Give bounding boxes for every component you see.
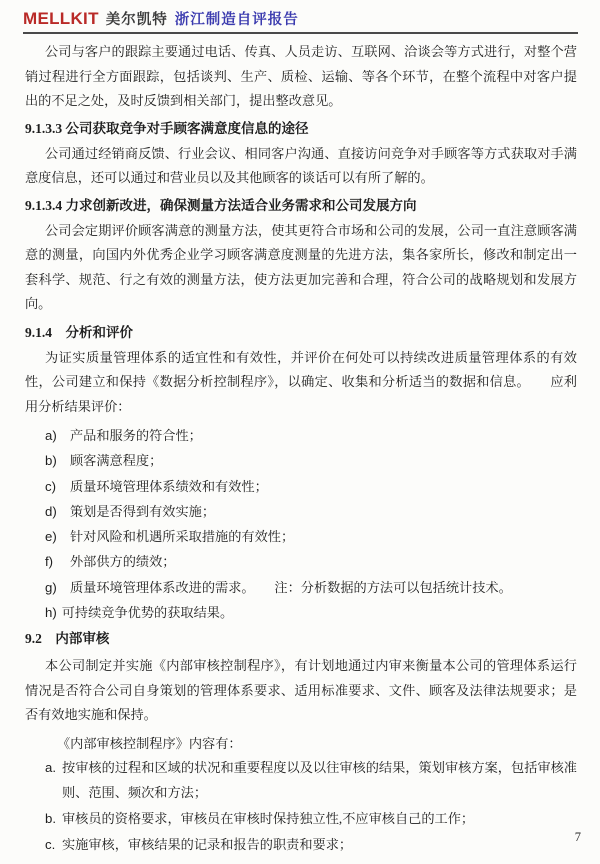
list-item-text: 实施审核，审核结果的记录和报告的职责和要求；	[62, 836, 353, 852]
heading-9-2: 9.2 内部审核	[25, 631, 110, 647]
list-item	[25, 575, 577, 600]
list-item-marker: c)	[45, 478, 56, 494]
heading-9-1-4: 9.1.4 分析和评价	[25, 324, 133, 340]
page-header	[23, 0, 578, 34]
list-item-text: 策划是否得到有效实施；	[70, 503, 216, 519]
heading-9-1-3-4: 9.1.3.4 力求创新改进，确保测量方法适合业务需求和公司发展方向	[25, 197, 417, 213]
paragraph-audit-program-intro: 《内部审核控制程序》内容有：	[57, 735, 242, 751]
list-item	[25, 600, 577, 625]
brand-name-chinese: 美尔凯特	[105, 12, 168, 28]
list-item-text: 质量环境管理体系改进的需求。 注：分析数据的方法可以包括统计技术。	[70, 579, 512, 595]
list-item	[25, 833, 577, 858]
list-item-marker: g)	[45, 579, 57, 595]
list-item-marker: d)	[45, 503, 57, 519]
paragraph-measurement-improvement: 公司会定期评价顾客满意的测量方法，使其更符合市场和公司的发展，公司一直注意顾客满意的测量，向国内外优秀企业学习顾客满意度测量的先进方法，集各家所长，修改和制定出一套科学、规范、行之有效的测量方法，使方法更加完善和合理，符合公司的战略规划和发展方向。	[25, 222, 577, 311]
list-item-text: 外部供方的绩效；	[70, 554, 176, 570]
list-item	[25, 549, 577, 574]
list-item-marker: b.	[45, 810, 56, 826]
report-title: 浙江制造自评报告	[174, 12, 299, 28]
list-item-marker: b)	[45, 453, 57, 469]
audit-program-list	[25, 756, 577, 857]
brand-logo-text: MELLKIT	[23, 9, 99, 28]
paragraph-customer-tracking: 公司与客户的跟踪主要通过电话、传真、人员走访、互联网、洽谈会等方式进行，对整个营销过程进行全方面跟踪，包括谈判、生产、质检、运输、等各个环节，在整个流程中对客户提出的不足之处，及时反馈到相关部门，提出整改意见。	[25, 44, 577, 108]
list-item	[25, 448, 577, 473]
list-item	[25, 524, 577, 549]
list-item-text: 按审核的过程和区域的状况和重要程度以及以往审核的结果，策划审核方案，包括审核准则、范围、频次和方法；	[62, 760, 577, 800]
page-number: 7	[574, 830, 581, 844]
document-body	[25, 40, 577, 857]
list-item	[25, 807, 577, 832]
list-item-marker: e)	[45, 529, 57, 545]
list-item-text: 质量环境管理体系绩效和有效性；	[70, 478, 268, 494]
list-item	[25, 499, 577, 524]
list-item	[25, 474, 577, 499]
list-item-text: 顾客满意程度；	[70, 453, 163, 469]
paragraph-internal-audit: 本公司制定并实施《内部审核控制程序》，有计划地通过内审来衡量本公司的管理体系运行情况是否符合公司自身策划的管理体系要求、适用标准要求、文件、顾客及法律法规要求；是否有效地实施和保持。	[25, 658, 577, 723]
list-item	[25, 756, 577, 805]
list-item	[25, 423, 577, 448]
list-item-text: 可持续竞争优势的获取结果。	[61, 605, 234, 621]
heading-9-1-3-3: 9.1.3.3 公司获取竞争对手顾客满意度信息的途径	[25, 120, 309, 136]
list-item-text: 审核员的资格要求，审核员在审核时保持独立性,不应审核自己的工作；	[62, 810, 475, 826]
list-item-marker: c.	[45, 836, 56, 852]
analysis-criteria-list	[25, 423, 577, 625]
paragraph-analysis-evaluation: 为证实质量管理体系的适宜性和有效性，并评价在何处可以持续改进质量管理体系的有效性，公司建立和保持《数据分析控制程序》，以确定、收集和分析适当的数据和信息。 应利用分析结果评价：	[25, 349, 577, 414]
list-item-marker: a.	[45, 760, 56, 776]
list-item-text: 产品和服务的符合性；	[70, 428, 202, 443]
list-item-marker: f)	[45, 554, 54, 570]
list-item-marker: h)	[45, 605, 57, 621]
list-item-marker: a)	[45, 428, 57, 443]
list-item-text: 针对风险和机遇所采取措施的有效性；	[70, 529, 295, 545]
paragraph-competitor-info: 公司通过经销商反馈、行业会议、相同客户沟通、直接访问竞争对手顾客等方式获取对手满意度信息，还可以通过和营业员以及其他顾客的谈话可以有所了解的。	[25, 145, 577, 185]
